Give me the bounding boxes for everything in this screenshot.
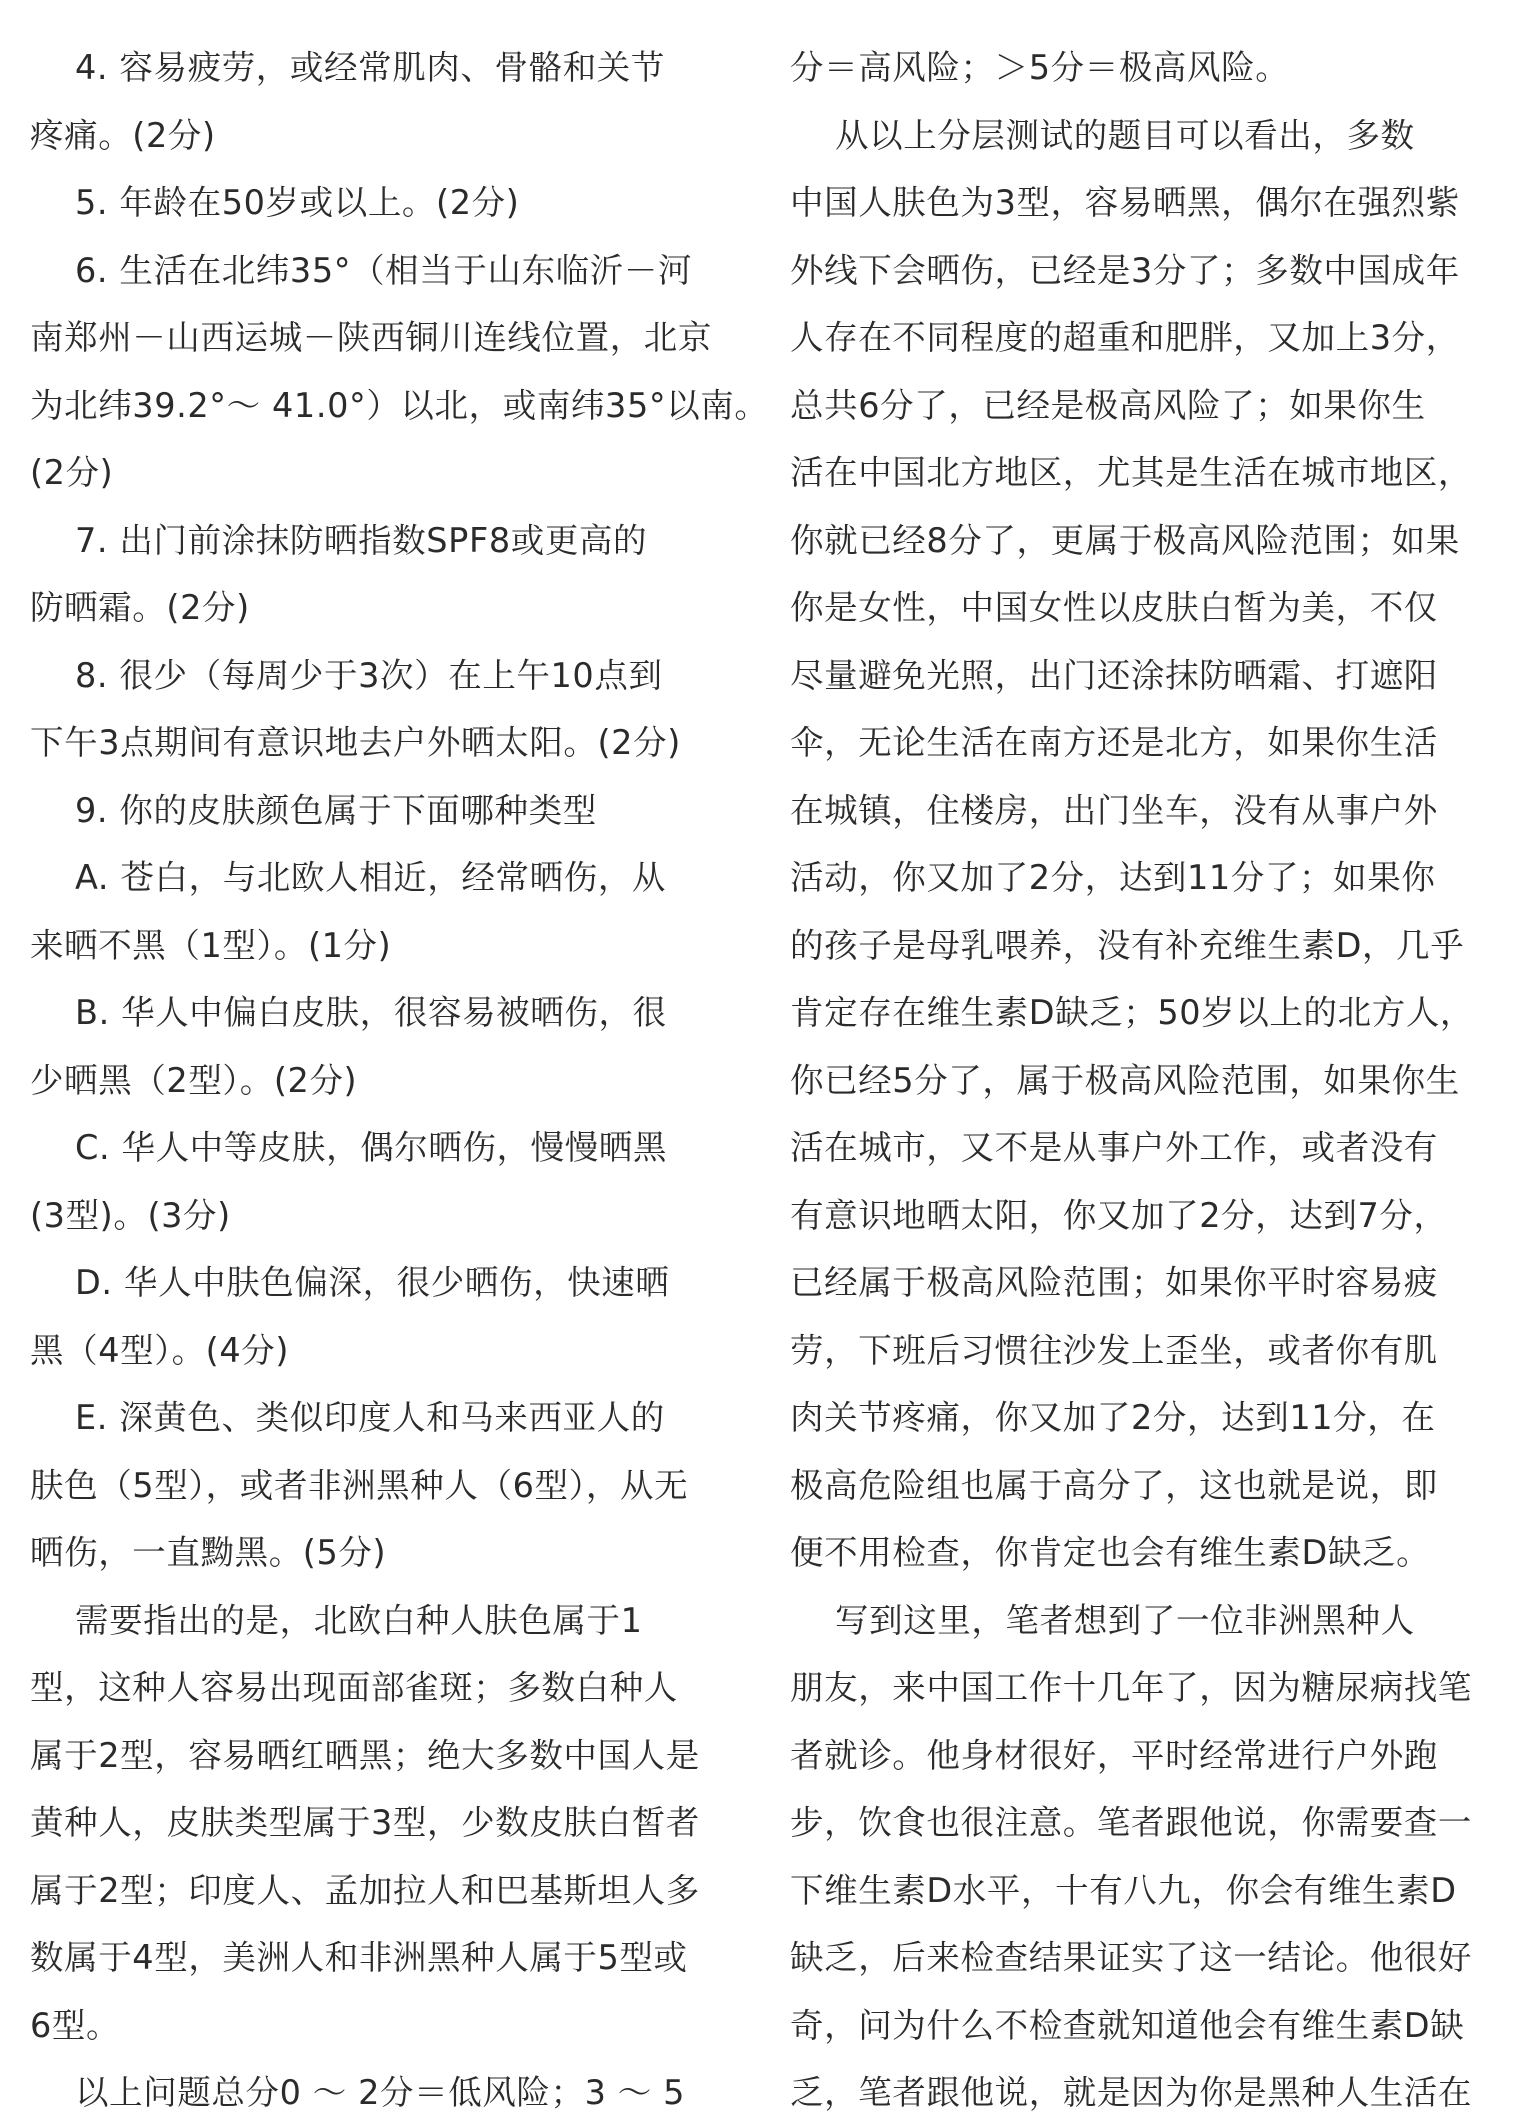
text-line: 你已经5分了，属于极高风险范围，如果你生 (790, 1060, 1460, 1100)
text-line: 你是女性，中国女性以皮肤白皙为美，不仅 (790, 588, 1438, 627)
text-line: 肤色（5型），或者非洲黑种人（6型），从无 (30, 1465, 689, 1505)
text-line: 分＝高风险；＞5分＝极高风险。 (790, 48, 1290, 87)
text-line: 4. 容易疲劳，或经常肌肉、骨骼和关节 (30, 48, 666, 87)
text-line: 7. 出门前涂抹防晒指数SPF8或更高的 (30, 520, 648, 560)
text-line: 南郑州－山西运城－陕西铜川连线位置，北京 (30, 318, 712, 357)
text-line: 朋友，来中国工作十几年了，因为糖尿病找笔 (790, 1668, 1472, 1707)
text-line: 中国人肤色为3型，容易晒黑，偶尔在强烈紫 (790, 183, 1460, 222)
text-line: C. 华人中等皮肤，偶尔晒伤，慢慢晒黑 (30, 1128, 668, 1167)
text-line: 的孩子是母乳喂养，没有补充维生素D，几乎 (790, 925, 1465, 965)
text-line: 需要指出的是，北欧白种人肤色属于1 (30, 1600, 643, 1640)
text-line: (2分) (30, 453, 114, 492)
text-line: 劳，下班后习惯往沙发上歪坐，或者你有肌 (790, 1330, 1438, 1370)
text-line: E. 深黄色、类似印度人和马来西亚人的 (30, 1398, 665, 1437)
text-line: 活在城市，又不是从事户外工作，或者没有 (790, 1128, 1438, 1167)
left-text-column (30, 0, 769, 2127)
right-text-column (790, 0, 1480, 2127)
text-line: B. 华人中偏白皮肤，很容易被晒伤，很 (30, 993, 667, 1032)
text-line: 以上问题总分0 ～ 2分＝低风险；3 ～ 5 (30, 2073, 686, 2112)
text-line: D. 华人中肤色偏深，很少晒伤，快速晒 (30, 1263, 670, 1302)
text-line: 人存在不同程度的超重和肥胖，又加上3分， (790, 318, 1460, 357)
text-line: A. 苍白，与北欧人相近，经常晒伤，从 (30, 858, 667, 897)
text-line: 防晒霜。(2分) (30, 588, 250, 627)
text-line: 已经属于极高风险范围；如果你平时容易疲 (790, 1263, 1438, 1302)
text-line: 总共6分了，已经是极高风险了；如果你生 (790, 385, 1426, 425)
text-line: 9. 你的皮肤颜色属于下面哪种类型 (30, 790, 597, 830)
text-line: 奇，问为什么不检查就知道他会有维生素D缺 (790, 2005, 1465, 2045)
text-line: 步，饮食也很注意。笔者跟他说，你需要查一 (790, 1803, 1472, 1842)
text-line: 尽量避免光照，出门还涂抹防晒霜、打遮阳 (790, 655, 1438, 695)
text-line: 便不用检查，你肯定也会有维生素D缺乏。 (790, 1533, 1431, 1572)
text-line: 黄种人，皮肤类型属于3型，少数皮肤白皙者 (30, 1803, 700, 1842)
text-line: 缺乏，后来检查结果证实了这一结论。他很好 (790, 1938, 1472, 1977)
text-line: 有意识地晒太阳，你又加了2分，达到7分， (790, 1195, 1448, 1235)
text-line: 来晒不黑（1型）。(1分) (30, 925, 392, 965)
text-line: 活动，你又加了2分，达到11分了；如果你 (790, 858, 1436, 897)
text-line: 为北纬39.2°～ 41.0°）以北，或南纬35°以南。 (30, 385, 769, 425)
text-line: 从以上分层测试的题目可以看出，多数 (790, 115, 1415, 155)
text-line: 型，这种人容易出现面部雀斑；多数白种人 (30, 1668, 678, 1707)
text-line: 伞，无论生活在南方还是北方，如果你生活 (790, 723, 1438, 762)
text-line: 5. 年龄在50岁或以上。(2分) (30, 183, 520, 222)
text-line: 少晒黑（2型）。(2分) (30, 1060, 358, 1100)
text-line: 8. 很少（每周少于3次）在上午10点到 (30, 655, 663, 695)
text-line: 你就已经8分了，更属于极高风险范围；如果 (790, 520, 1460, 560)
text-line: 肯定存在维生素D缺乏；50岁以上的北方人， (790, 993, 1475, 1032)
text-line: 下维生素D水平，十有八九，你会有维生素D (790, 1870, 1457, 1910)
text-line: 者就诊。他身材很好，平时经常进行户外跑 (790, 1735, 1438, 1775)
text-line: 6型。 (30, 2005, 121, 2045)
text-line: 数属于4型，美洲人和非洲黑种人属于5型或 (30, 1938, 688, 1977)
text-line: 极高危险组也属于高分了，这也就是说，即 (790, 1465, 1438, 1505)
text-line: 外线下会晒伤，已经是3分了；多数中国成年 (790, 250, 1460, 290)
text-line: 属于2型；印度人、孟加拉人和巴基斯坦人多 (30, 1870, 700, 1910)
text-line: (3型)。(3分) (30, 1195, 231, 1235)
text-line: 疼痛。(2分) (30, 115, 216, 155)
text-line: 乏，笔者跟他说，就是因为你是黑种人生活在 (790, 2073, 1472, 2112)
text-line: 6. 生活在北纬35°（相当于山东临沂－河 (30, 250, 693, 290)
text-line: 肉关节疼痛，你又加了2分，达到11分，在 (790, 1398, 1436, 1437)
text-line: 黑（4型）。(4分) (30, 1330, 290, 1370)
text-line: 活在中国北方地区，尤其是生活在城市地区， (790, 453, 1472, 492)
text-line: 属于2型，容易晒红晒黑；绝大多数中国人是 (30, 1735, 700, 1775)
text-line: 写到这里，笔者想到了一位非洲黑种人 (790, 1600, 1415, 1640)
text-line: 在城镇，住楼房，出门坐车，没有从事户外 (790, 790, 1438, 830)
text-line: 下午3点期间有意识地去户外晒太阳。(2分) (30, 723, 681, 762)
text-line: 晒伤，一直黝黑。(5分) (30, 1533, 387, 1572)
